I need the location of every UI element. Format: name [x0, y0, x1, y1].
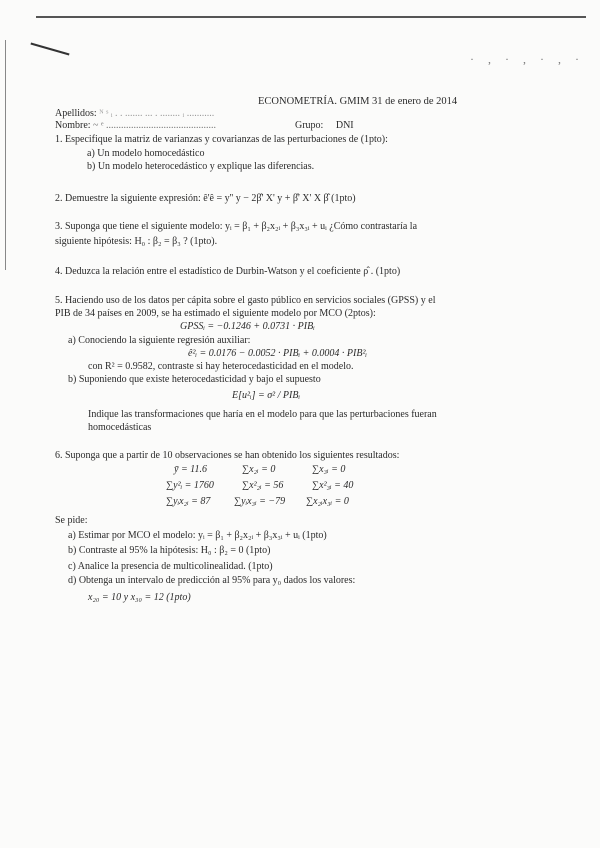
- question-1: 1. Especifique la matriz de varianzas y covarianzas de las perturbaciones de (1pto):: [55, 134, 388, 145]
- question-1a: a) Un modelo homocedástico: [87, 148, 205, 159]
- question-6: 6. Suponga que a partir de 10 observaciones se han obtenido los siguientes resultados:: [55, 450, 400, 461]
- question-5-model: GPSSᵢ = −0.1246 + 0.0731 · PIBᵢ: [180, 321, 315, 332]
- question-2: 2. Demuestre la siguiente expresión: ê'ê = y'' y − 2β̂' X' y + β̂' X' X β̂ (1pto): [55, 193, 356, 204]
- question-6d-tail: x₂₀ = 10 y x₃₀ = 12 (1pto): [88, 592, 191, 603]
- grupo-row: [295, 120, 354, 132]
- se-pide-label: Se pide:: [55, 515, 88, 526]
- result-sum-x3: ∑x₃ᵢ = 0: [312, 464, 346, 475]
- nombre-row: [55, 120, 216, 132]
- result-ybar: ȳ = 11.6: [174, 464, 207, 475]
- result-sum-x2sq: ∑x²₂ᵢ = 56: [242, 480, 284, 491]
- question-6a: a) Estimar por MCO el modelo: yᵢ = β₁ + β₂x₂ᵢ + β₃x₃ᵢ + uᵢ (1pto): [68, 530, 327, 541]
- scan-border-line: [36, 16, 586, 18]
- question-5-line2: PIB de 34 países en 2009, se ha estimado el siguiente modelo por MCO (2ptos):: [55, 308, 376, 319]
- question-6b: b) Contraste al 95% la hipótesis: H₀ : β₂ = 0 (1pto): [68, 545, 271, 556]
- apellidos-label: Apellidos:: [55, 108, 97, 119]
- pen-mark: [30, 43, 69, 56]
- apellidos-value: ᴺ ˢ ᵢ . . ....... ... . ........ ᵢ ...........: [99, 108, 215, 119]
- nombre-label: Nombre:: [55, 120, 91, 131]
- result-sum-x2: ∑x₂ᵢ = 0: [242, 464, 276, 475]
- result-sum-x2x3: ∑x₂ᵢx₃ᵢ = 0: [306, 496, 349, 507]
- question-5b: b) Suponiendo que existe heterocedasticidad y bajo el supuesto: [68, 374, 321, 385]
- question-5a-tail: con R² = 0.9582, contraste si hay heterocedasticidad en el modelo.: [88, 361, 354, 372]
- question-5b-tail1: Indique las transformaciones que haría en el modelo para que las perturbaciones fueran: [88, 409, 437, 420]
- question-6c: c) Analice la presencia de multicolinealidad. (1pto): [68, 561, 273, 572]
- result-sum-yx2: ∑yᵢx₂ᵢ = 87: [166, 496, 211, 507]
- question-3-line1: 3. Suponga que tiene el siguiente modelo: yᵢ = β₁ + β₂x₂ᵢ + β₃x₃ᵢ + uᵢ ¿Cómo contrastaría la: [55, 221, 418, 232]
- question-3-line2: siguiente hipótesis: H₀ : β₂ = β₃ ? (1pto).: [55, 236, 218, 247]
- scan-specks: ·,·,·,·: [470, 52, 593, 66]
- exam-title: ECONOMETRÍA. GMIM 31 de enero de 2014: [258, 96, 458, 107]
- result-sum-yx3: ∑yᵢx₃ᵢ = −79: [234, 496, 286, 507]
- apellidos-row: [55, 108, 214, 120]
- result-sum-x3sq: ∑x²₃ᵢ = 40: [312, 480, 354, 491]
- question-5a-equation: ê²ᵢ = 0.0176 − 0.0052 · PIBᵢ + 0.0004 · PIB²ᵢ: [188, 348, 368, 359]
- question-4: 4. Deduzca la relación entre el estadístico de Durbin-Watson y el coeficiente ρ̂ . (1pto): [55, 266, 401, 277]
- question-5b-equation: E[u²ᵢ] = σ² / PIBᵢ: [232, 390, 301, 401]
- question-5b-tail2: homocedásticas: [88, 422, 152, 433]
- result-sum-y2: ∑y²ᵢ = 1760: [166, 480, 214, 491]
- dni-label: DNI: [335, 120, 354, 131]
- question-5a: a) Conociendo la siguiente regresión auxiliar:: [68, 335, 251, 346]
- question-1b: b) Un modelo heterocedástico y explique las diferencias.: [87, 161, 315, 172]
- nombre-value: ~ ᵉ ............................................: [93, 120, 217, 131]
- question-5-line1: 5. Haciendo uso de los datos per cápita sobre el gasto público en servicios sociales (GPSS) y el: [55, 295, 436, 306]
- question-6d: d) Obtenga un intervalo de predicción al 95% para y₀ dados los valores:: [68, 575, 356, 586]
- grupo-label: Grupo:: [295, 120, 324, 131]
- scan-edge-line: [5, 40, 6, 270]
